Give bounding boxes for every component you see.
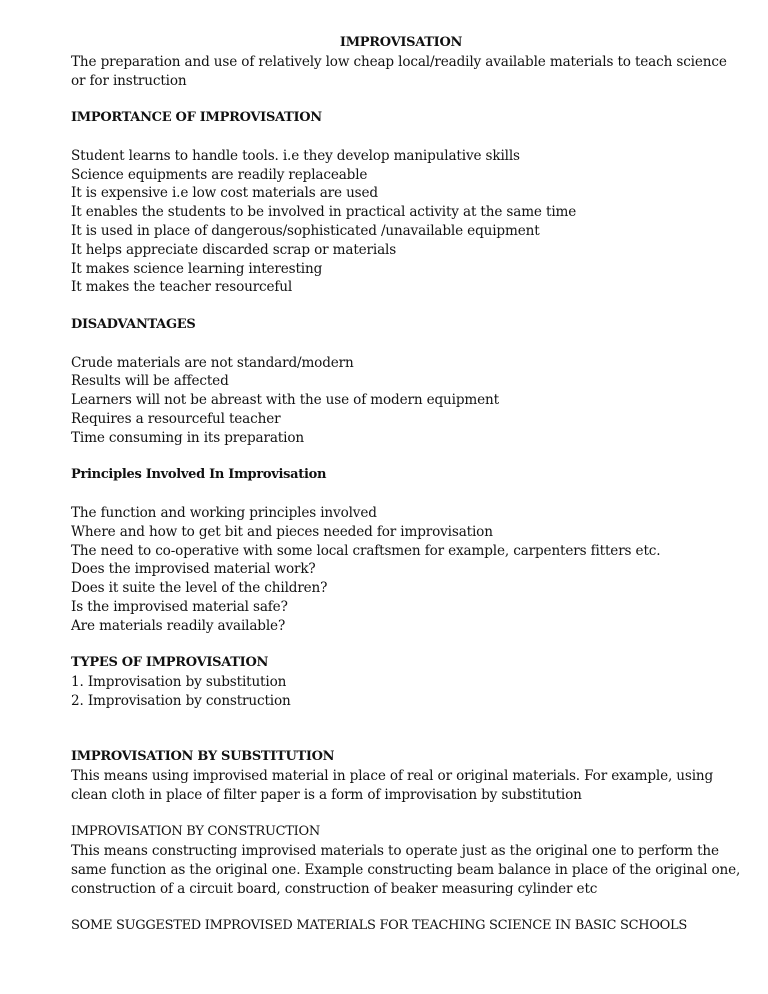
definition-line: or for instruction bbox=[71, 72, 187, 89]
importance-heading: IMPORTANCE OF IMPROVISATION bbox=[71, 110, 322, 126]
substitution-text: This means using improvised material in place of real or original materials. For example, using bbox=[71, 768, 714, 785]
construction-text: same function as the original one. Example constructing beam balance in place of the original one, bbox=[71, 862, 741, 879]
principle-item: Where and how to get bit and pieces needed for improvisation bbox=[71, 523, 493, 540]
construction-text: This means constructing improvised materials to operate just as the original one to perform the bbox=[71, 843, 719, 860]
principle-item: Is the improvised material safe? bbox=[71, 598, 288, 615]
type-item: 1. Improvisation by substitution bbox=[71, 674, 287, 691]
disadvantage-item: Crude materials are not standard/modern bbox=[71, 354, 354, 371]
importance-item: Science equipments are readily replaceable bbox=[71, 166, 368, 183]
disadvantage-item: Results will be affected bbox=[71, 373, 229, 390]
substitution-heading: IMPROVISATION BY SUBSTITUTION bbox=[71, 749, 335, 765]
substitution-text: clean cloth in place of filter paper is a form of improvisation by substitution bbox=[71, 786, 582, 803]
document-title: IMPROVISATION bbox=[339, 35, 463, 50]
disadvantage-item: Learners will not be abreast with the use of modern equipment bbox=[71, 392, 499, 409]
importance-item: It makes science learning interesting bbox=[71, 260, 323, 277]
principle-item: Does it suite the level of the children? bbox=[71, 580, 328, 597]
disadvantage-item: Requires a resourceful teacher bbox=[71, 410, 281, 427]
importance-item: It is expensive i.e low cost materials are used bbox=[71, 185, 378, 202]
disadvantage-item: Time consuming in its preparation bbox=[71, 429, 304, 446]
principle-item: Are materials readily available? bbox=[71, 617, 286, 634]
construction-heading: IMPROVISATION BY CONSTRUCTION bbox=[71, 824, 320, 840]
principle-item: The function and working principles involved bbox=[71, 504, 377, 521]
importance-item: Student learns to handle tools. i.e they develop manipulative skills bbox=[71, 147, 520, 164]
principle-item: The need to co-operative with some local craftsmen for example, carpenters fitters etc. bbox=[71, 542, 661, 559]
importance-item: It is used in place of dangerous/sophisticated /unavailable equipment bbox=[71, 222, 540, 239]
suggested-materials-heading: SOME SUGGESTED IMPROVISED MATERIALS FOR TEACHING SCIENCE IN BASIC SCHOOLS bbox=[71, 918, 687, 934]
types-heading: TYPES OF IMPROVISATION bbox=[71, 655, 269, 671]
disadvantages-heading: DISADVANTAGES bbox=[71, 316, 196, 332]
construction-text: construction of a circuit board, construction of beaker measuring cylinder etc bbox=[71, 880, 598, 897]
importance-item: It helps appreciate discarded scrap or materials bbox=[71, 241, 397, 258]
definition-line: The preparation and use of relatively low cheap local/readily available materials to teach science bbox=[71, 53, 727, 70]
importance-item: It enables the students to be involved in practical activity at the same time bbox=[71, 204, 577, 221]
document-page bbox=[71, 34, 741, 936]
principles-heading: Principles Involved In Improvisation bbox=[71, 467, 327, 483]
importance-item: It makes the teacher resourceful bbox=[71, 279, 293, 296]
type-item: 2. Improvisation by construction bbox=[71, 692, 291, 709]
principle-item: Does the improvised material work? bbox=[71, 561, 316, 578]
